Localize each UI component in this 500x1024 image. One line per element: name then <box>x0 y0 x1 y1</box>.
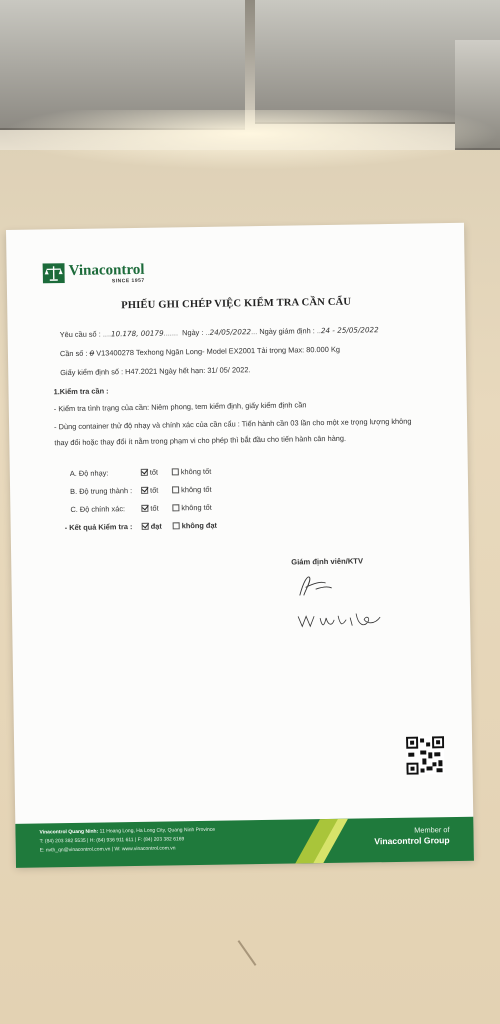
crane-value: V13400278 Texhong Ngân Long- Model EX2001 Tải trọng Max: 80.000 Kg <box>96 344 341 358</box>
inspect-date-value: 24 - 25/05/2022 <box>320 325 379 336</box>
footer-address: Vinacontrol Quang Ninh: 11 Hoang Long, Ha Long City, Quang Ninh Province <box>39 826 216 836</box>
check-bad-fidelity: không tốt <box>172 485 212 495</box>
crane-prefix: 0 <box>89 348 95 358</box>
checkbox-checked <box>141 468 148 475</box>
check-label-accuracy: C. Độ chính xác: <box>70 504 126 515</box>
checkbox-checked <box>141 486 148 493</box>
result-label: - Kết quả Kiểm tra : <box>64 522 133 533</box>
request-line: Yêu cầu số : ....10.178, 00179....... Ngày : ..24/05/2022... Ngày giám định : ..24 - 25/05/2022 <box>59 325 379 340</box>
check-good-sensitivity: tốt <box>141 468 158 477</box>
checkbox-checked <box>142 522 149 529</box>
result-pass: đạt <box>142 522 162 531</box>
result-fail: không đạt <box>173 521 217 531</box>
company-logo <box>43 262 145 286</box>
document-title: PHIẾU GHI CHÉP VIỆC KIỂM TRA CẦN CẨU <box>121 296 352 312</box>
check-label-fidelity: B. Độ trung thành : <box>70 486 133 497</box>
group-name: Vinacontrol Group <box>374 835 450 847</box>
footer-contacts: E: nvth_qn@vinacontrol.com.vn | W: www.vinacontrol.com.vn <box>39 845 176 854</box>
company-since: SINCE 1957 <box>111 277 145 285</box>
checkbox-empty <box>172 504 179 511</box>
section-bullet-2a: - Dùng container thử độ nhạy và chính xác của cần cẩu : Tiến hành cần 03 lần cho một xe trọng lượng không <box>54 416 412 432</box>
signature-label: Giám định viên/KTV <box>291 556 364 567</box>
desk-mark <box>238 940 257 966</box>
qr-code-icon <box>406 736 445 775</box>
section-bullet-2b: thay đổi hoặc thay đổi ít nằm trong phạm vi cho phép thì bắt đầu cho tiến hành cân hàng. <box>54 433 347 448</box>
check-bad-accuracy: không tốt <box>172 503 212 513</box>
light-glow <box>0 110 500 170</box>
scales-icon <box>43 263 65 283</box>
request-value: 10.178, 00179 <box>110 328 164 339</box>
checkbox-empty <box>172 486 179 493</box>
footer-phones: T: (84) 203 382 5535 | H: (84) 936 911 611 | F: (84) 203 382 6169 <box>39 836 185 845</box>
check-good-fidelity: tốt <box>141 486 158 495</box>
checkbox-checked <box>141 504 148 511</box>
crane-line <box>60 345 340 358</box>
member-of-label: Member of <box>414 825 450 835</box>
section-bullet-1: - Kiểm tra tình trạng của cần: Niêm phong, tem kiểm định, giấy kiểm định cần <box>53 400 307 414</box>
check-good-accuracy: tốt <box>141 504 158 513</box>
date-label: Ngày : <box>182 327 204 338</box>
date-value: 24/05/2022 <box>209 327 252 337</box>
signature-mark <box>291 571 351 602</box>
crane-label: Cần số : <box>59 348 88 359</box>
section-heading: 1.Kiểm tra cần : <box>53 386 109 397</box>
checkbox-empty <box>173 522 180 529</box>
check-bad-sensitivity: không tốt <box>172 467 212 477</box>
certificate-line: Giấy kiểm định số : H47.2021 Ngày hết hạn: 31/ 05/ 2022. <box>60 365 251 378</box>
check-label-sensitivity: A. Độ nhạy: <box>69 468 109 479</box>
inspect-date-label: Ngày giám định : <box>259 326 315 337</box>
footer-band <box>15 817 474 868</box>
inspection-form <box>6 223 474 866</box>
request-label: Yêu cầu số : <box>59 329 101 340</box>
company-name: Vinacontrol <box>68 261 145 280</box>
checkbox-empty <box>172 468 179 475</box>
handwritten-name <box>294 607 384 632</box>
